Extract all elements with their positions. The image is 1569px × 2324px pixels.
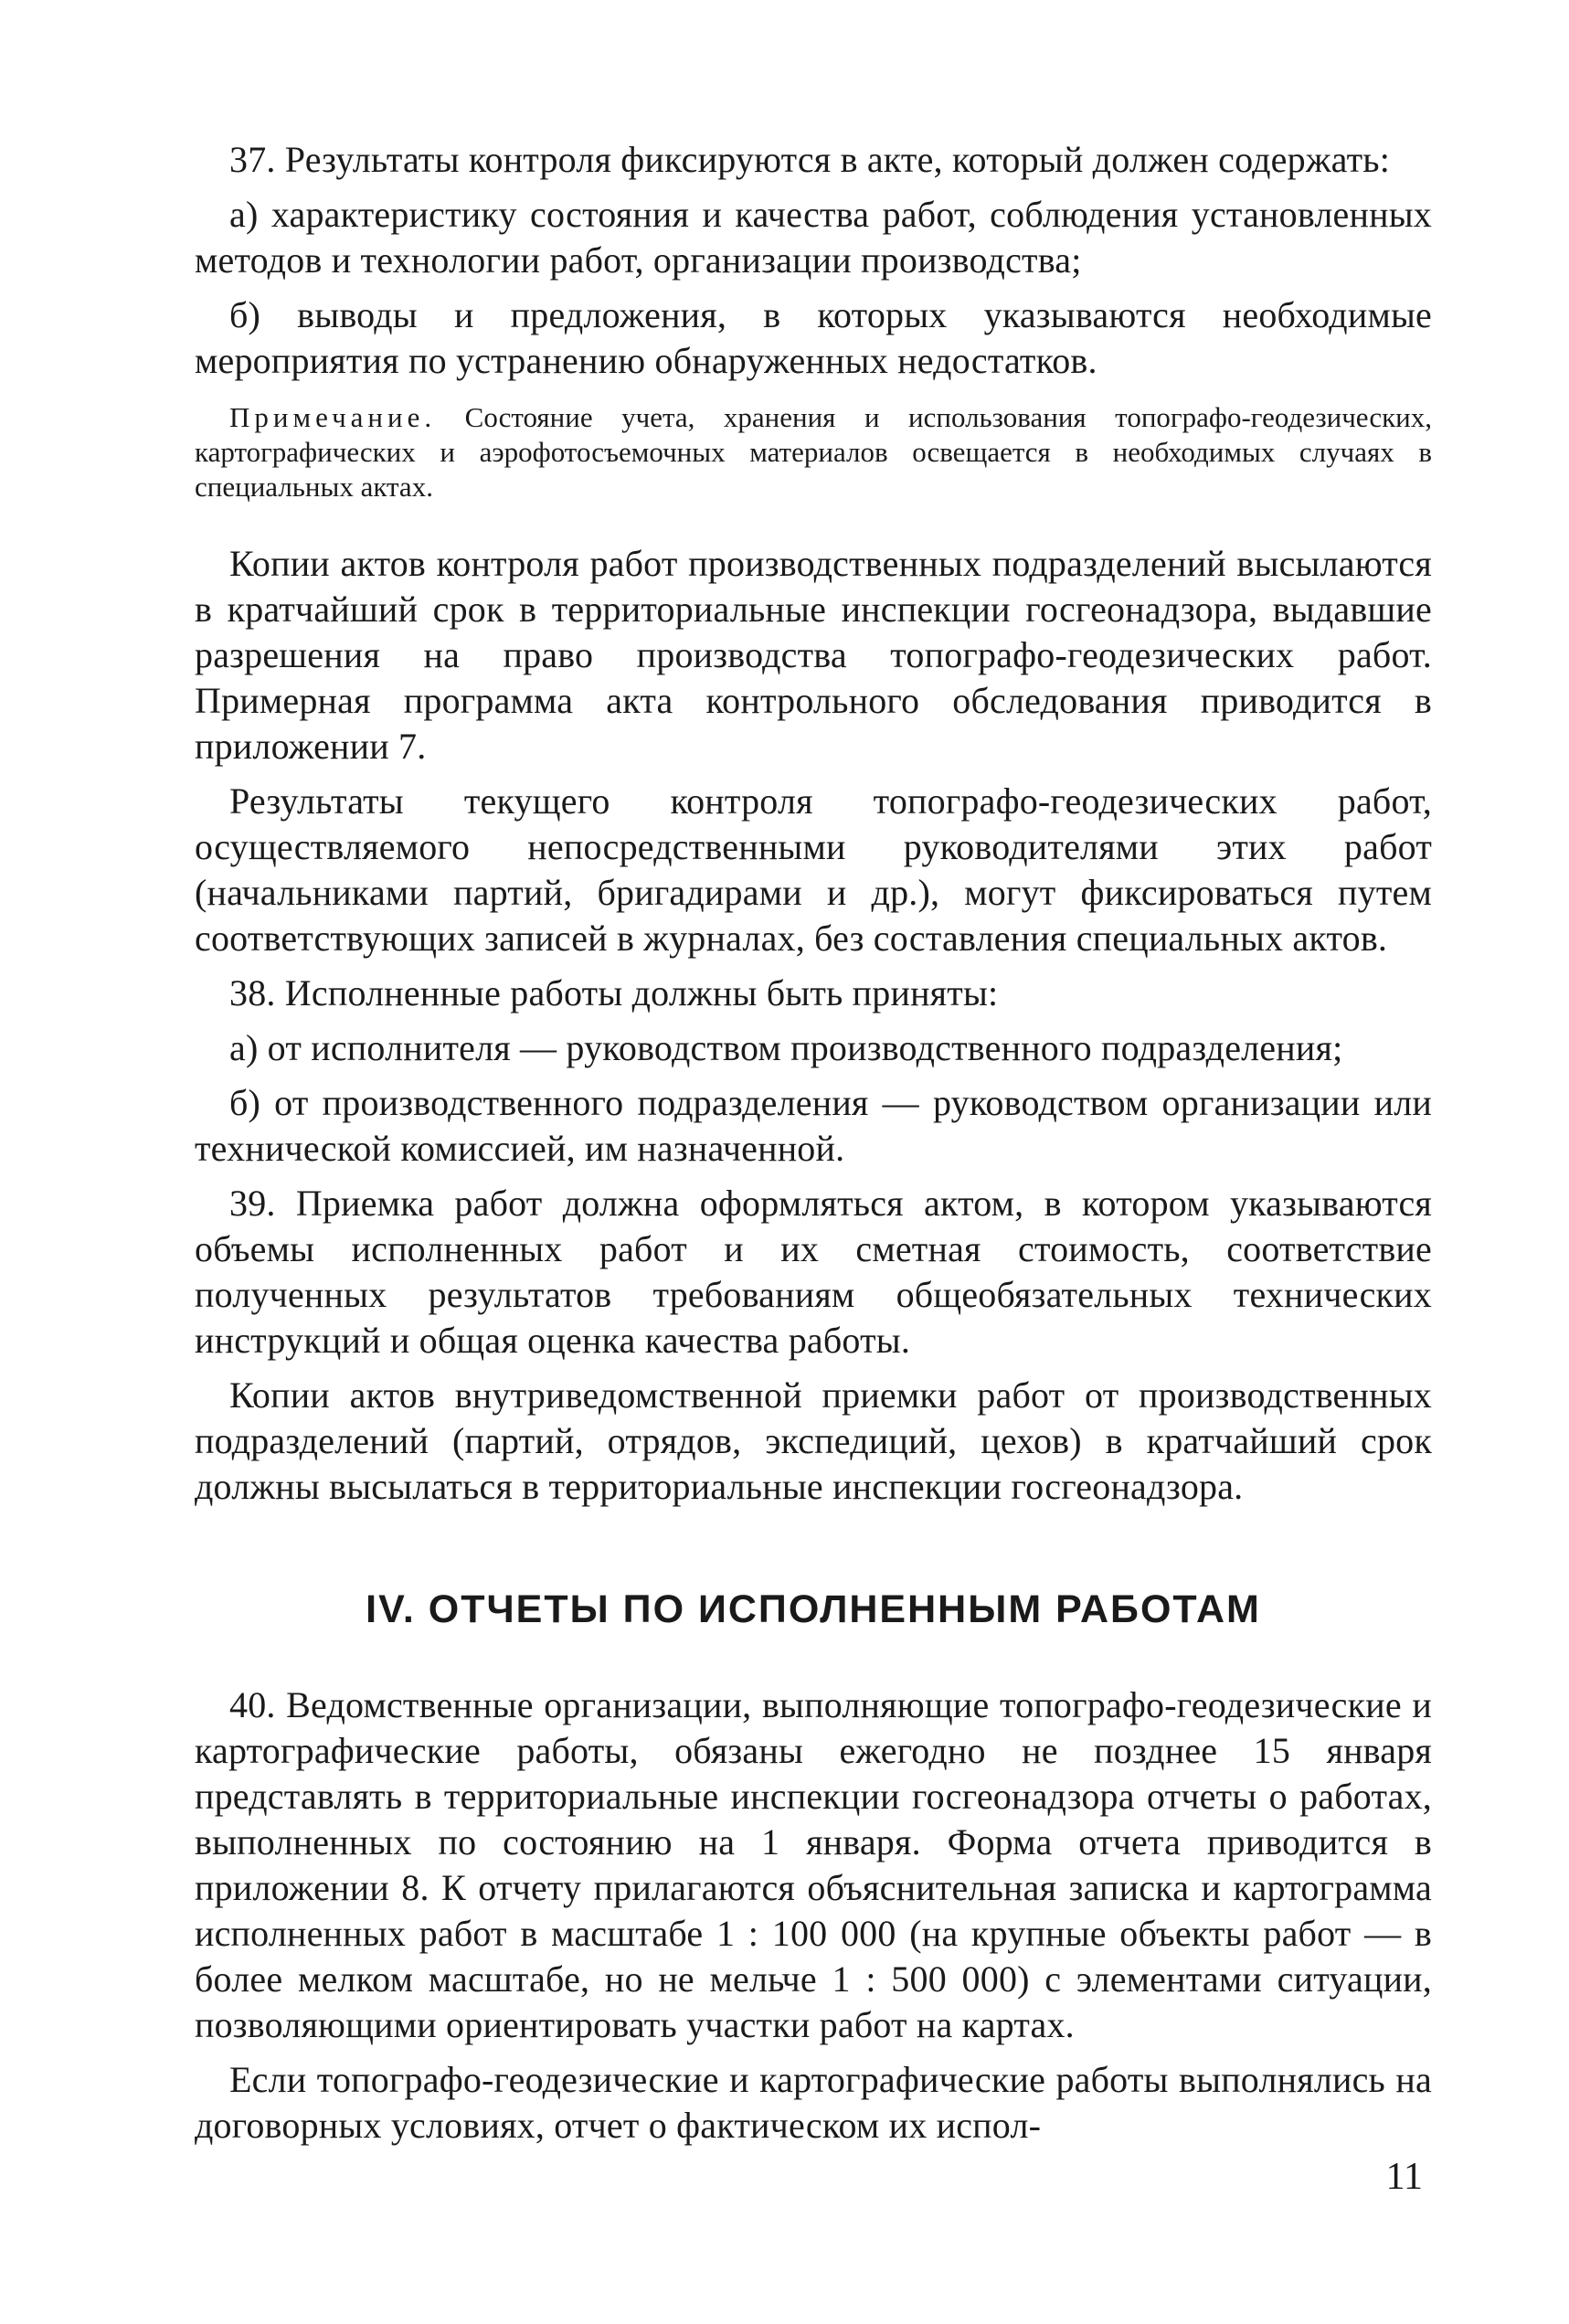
paragraph-copies-acceptance: Копии актов внутриведомственной приемки работ от производственных подразделений (партий, отрядов, экспедиций, цехов) в кратчайший срок должны высылаться в территориальные инспекции госгеонадзора. bbox=[195, 1374, 1432, 1507]
paragraph-37: 37. Результаты контроля фиксируются в акте, который должен содержать: bbox=[229, 139, 1391, 180]
paragraph-current-control: Результаты текущего контроля топографо-геодезических работ, осуществляемого непосредственными руководителями этих работ (начальниками партий, бригадирами и др.), могут фиксироваться путем соответствующих записей в журналах, без составления специальных актов. bbox=[195, 780, 1432, 959]
note bbox=[195, 400, 1432, 504]
paragraph-40: 40. Ведомственные организации, выполняющие топографо-геодезические и картографические работы, обязаны ежегодно не позднее 15 января представлять в территориальные инспекции госгеонадзора отчеты о работах, выполненных по состоянию на 1 января. Форма отчета приводится в приложении 8. К отчету прилагаются объяснительная записка и картограмма исполненных работ в масштабе 1 : 100 000 (на крупные объекты работ — в более мелком масштабе, но не мельче 1 : 500 000) с элементами ситуации, позволяющими ориентировать участки работ на картах. bbox=[195, 1684, 1432, 2045]
paragraph-37a: а) характеристику состояния и качества работ, соблюдения установленных методов и технологии работ, организации производства; bbox=[195, 194, 1432, 281]
note-label: Примечание. bbox=[229, 401, 437, 433]
paragraph-38: 38. Исполненные работы должны быть приняты: bbox=[229, 972, 999, 1013]
note-text: Состояние учета, хранения и использования топографо-геодезических, картографических и аэрофотосъемочных материалов освещается в необходимых случаях в специальных актах. bbox=[195, 401, 1432, 503]
paragraph-copies-control: Копии актов контроля работ производственных подразделений высылаются в кратчайший срок в территориальные инспекции госгеонадзора, выдавшие разрешения на право производства топографо-геодезических работ. Примерная программа акта контрольного обследования приводится в приложении 7. bbox=[195, 543, 1432, 767]
paragraph-38a: а) от исполнителя — руководством производственного подразделения; bbox=[229, 1027, 1343, 1068]
text-column bbox=[195, 137, 1432, 2158]
paragraph-39: 39. Приемка работ должна оформляться актом, в котором указываются объемы исполненных работ и их сметная стоимость, соответствие полученных результатов требованиям общеобязательных технических инструкций и общая оценка качества работы. bbox=[195, 1183, 1432, 1361]
page-number: 11 bbox=[1385, 2156, 1423, 2198]
paragraph-contract-works: Если топографо-геодезические и картографические работы выполнялись на договорных условиях, отчет о фактическом их испол- bbox=[195, 2059, 1432, 2146]
paragraph-37b: б) выводы и предложения, в которых указываются необходимые мероприятия по устранению обнаруженных недостатков. bbox=[195, 294, 1432, 381]
paragraph-38b: б) от производственного подразделения — руководством организации или технической комиссией, им назначенной. bbox=[195, 1082, 1432, 1169]
section-title: IV. ОТЧЕТЫ ПО ИСПОЛНЕННЫМ РАБОТАМ bbox=[366, 1587, 1261, 1631]
